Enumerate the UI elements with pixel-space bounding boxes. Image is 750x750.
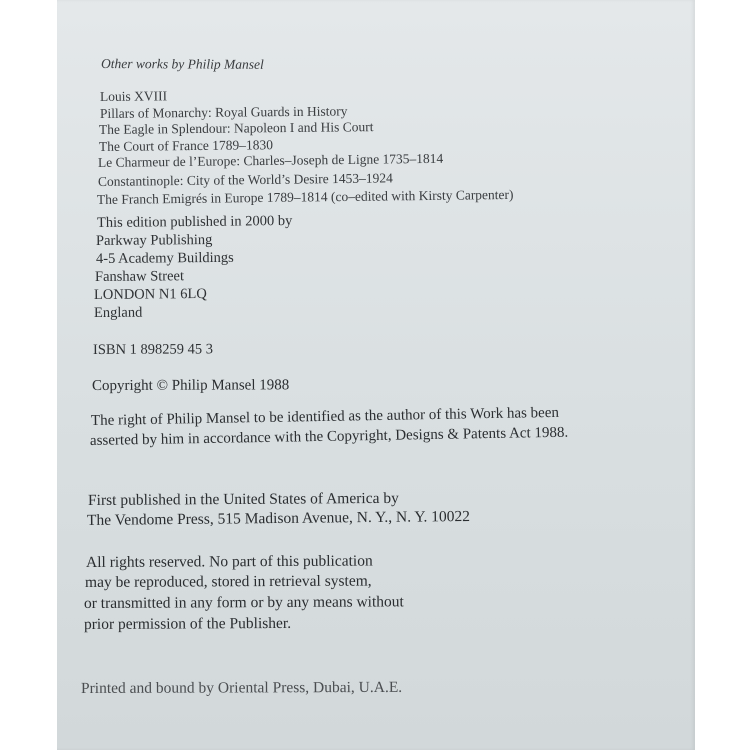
work-title: The Eagle in Splendour: Napoleon I and His Court	[98, 119, 374, 137]
rights-reserved: may be reproduced, stored in retrieval system,	[84, 572, 372, 591]
copyright-notice: Copyright © Philip Mansel 1988	[91, 377, 290, 394]
rights-reserved: prior permission of the Publisher.	[83, 614, 292, 633]
work-title: Le Charmeur de l’Europe: Charles–Joseph de Ligne 1735–1814	[97, 150, 444, 170]
work-title: Pillars of Monarchy: Royal Guards in History	[99, 103, 348, 121]
publisher-country: England	[93, 304, 143, 321]
publisher-address-line: Fanshaw Street	[94, 268, 185, 285]
publisher-address-line: LONDON N1 6LQ	[93, 286, 207, 303]
printer-notice: Printed and bound by Oriental Press, Dubai, U.A.E.	[80, 678, 403, 697]
us-publication: First published in the United States of America by	[87, 489, 399, 509]
author-rights-statement: The right of Philip Mansel to be identified as the author of this Work has been	[90, 404, 560, 429]
us-publication: The Vendome Press, 515 Madison Avenue, N. Y., N. Y. 10022	[86, 507, 471, 529]
edition-line: This edition published in 2000 by	[96, 212, 293, 231]
publisher-name: Parkway Publishing	[95, 231, 213, 249]
rights-reserved: All rights reserved. No part of this publication	[85, 552, 373, 571]
work-title: The Court of France 1789–1830	[98, 137, 274, 154]
isbn: ISBN 1 898259 45 3	[92, 341, 214, 358]
work-title: Constantinople: City of the World’s Desire 1453–1924	[97, 170, 393, 189]
work-title: The Franch Emigrés in Europe 1789–1814 (co–edited with Kirsty Carpenter)	[96, 186, 514, 207]
rights-reserved: or transmitted in any form or by any means without	[83, 593, 404, 612]
author-rights-statement: asserted by him in accordance with the Copyright, Designs & Patents Act 1988.	[89, 424, 569, 449]
other-works-heading: Other works by Philip Mansel	[100, 56, 264, 72]
publisher-address-line: 4-5 Academy Buildings	[95, 249, 234, 267]
work-title: Louis XVIII	[99, 88, 168, 104]
